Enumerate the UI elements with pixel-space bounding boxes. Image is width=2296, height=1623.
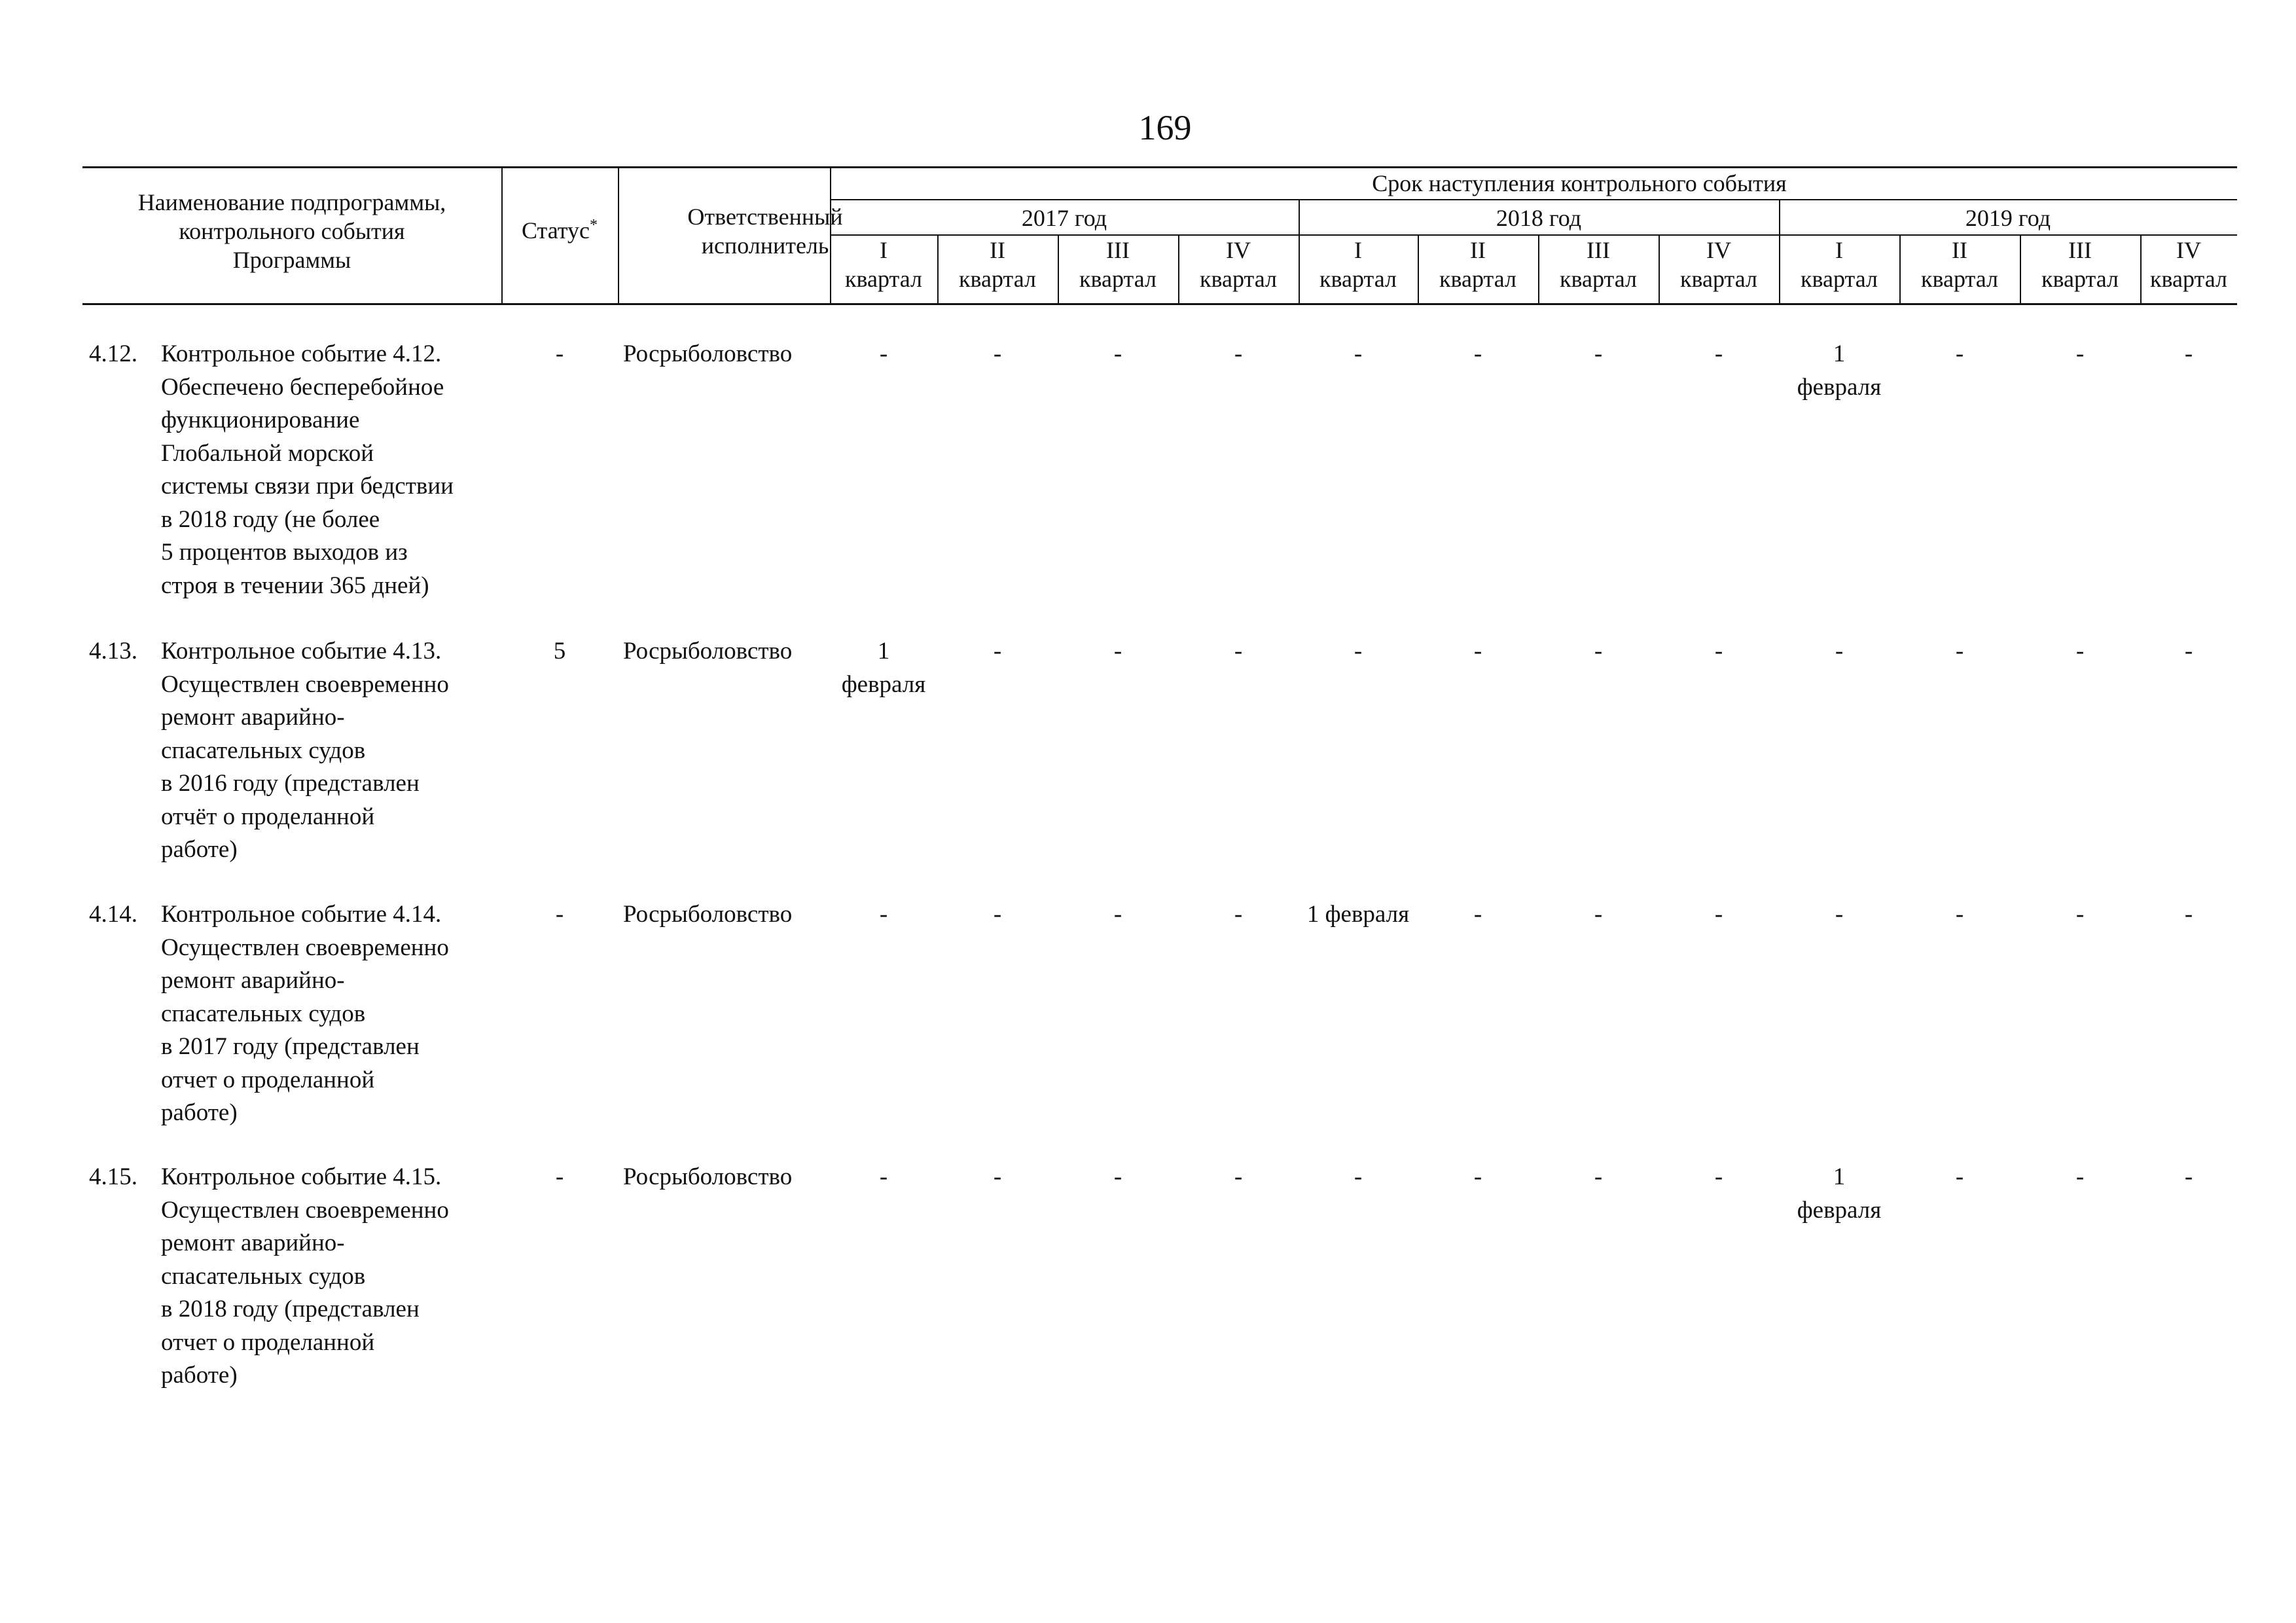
- row-quarter-value: -: [993, 901, 1002, 928]
- row-quarter-value: -: [1714, 1163, 1723, 1190]
- row-quarter-value: -: [1234, 340, 1243, 367]
- row-quarter-value: -: [993, 638, 1002, 665]
- row-quarter-value: -: [993, 1163, 1002, 1190]
- row-quarter-value: -: [1473, 1163, 1482, 1190]
- header-executor: Ответственный исполнитель: [687, 204, 843, 259]
- row-quarter-value: -: [1234, 1163, 1243, 1190]
- row-title: Контрольное событие 4.13. Осуществлен своевременно ремонт аварийно- спасательных судов в 2016 году (представлен отчёт о проделанной работе): [161, 638, 449, 863]
- row-quarter-value: -: [1714, 901, 1723, 928]
- row-quarter-value: -: [1354, 340, 1363, 367]
- row-quarter-value: -: [1955, 340, 1964, 367]
- row-quarter-value: -: [879, 901, 888, 928]
- row-quarter-value: -: [1234, 901, 1243, 928]
- row-executor: Росрыболовство: [623, 901, 793, 928]
- header-quarter: III квартал: [1560, 237, 1637, 292]
- row-quarter-value: -: [1113, 340, 1122, 367]
- row-status: -: [555, 901, 564, 928]
- header-quarter: III квартал: [1079, 237, 1157, 292]
- header-quarter: II квартал: [959, 237, 1036, 292]
- row-quarter-value: -: [1473, 901, 1482, 928]
- row-quarter-value: -: [993, 340, 1002, 367]
- row-quarter-value: -: [1955, 1163, 1964, 1190]
- row-quarter-value: -: [1473, 340, 1482, 367]
- row-quarter-value: -: [2184, 1163, 2193, 1190]
- header-quarter: II квартал: [1439, 237, 1516, 292]
- row-quarter-value: -: [1835, 638, 1844, 665]
- table-header: [82, 166, 2237, 305]
- row-quarter-value: -: [2075, 1163, 2085, 1190]
- row-quarter-value: -: [1594, 638, 1603, 665]
- row-quarter-value: -: [2075, 340, 2085, 367]
- row-status: -: [555, 340, 564, 367]
- row-number: 4.12.: [89, 340, 137, 367]
- row-executor: Росрыболовство: [623, 340, 793, 367]
- row-executor: Росрыболовство: [623, 1163, 793, 1190]
- row-quarter-value: -: [879, 340, 888, 367]
- header-year-2019: 2019 год: [1965, 205, 2051, 231]
- row-number: 4.14.: [89, 901, 137, 928]
- row-quarter-value: 1 февраля: [841, 638, 926, 698]
- row-title: Контрольное событие 4.14. Осуществлен своевременно ремонт аварийно- спасательных судов в 2017 году (представлен отчет о проделанной работе): [161, 901, 449, 1126]
- header-status-label: Статус: [522, 217, 590, 244]
- header-quarter: I квартал: [845, 237, 922, 292]
- page-number: 169: [1138, 108, 1192, 147]
- header-status: [501, 216, 618, 246]
- row-title: Контрольное событие 4.12. Обеспечено бесперебойное функционирование Глобальной морской системы связи при бедствии в 2018 году (не более 5 процентов выходов из строя в течении 365 дней): [161, 340, 454, 599]
- row-status: 5: [553, 638, 566, 665]
- row-quarter-value: -: [879, 1163, 888, 1190]
- row-number: 4.13.: [89, 638, 137, 665]
- row-executor: Росрыболовство: [623, 638, 793, 665]
- header-quarter: III квартал: [2041, 237, 2119, 292]
- row-quarter-value: -: [1354, 1163, 1363, 1190]
- header-quarter: I квартал: [1319, 237, 1397, 292]
- header-status-mark: *: [590, 217, 598, 234]
- row-quarter-value: -: [1594, 340, 1603, 367]
- row-quarter-value: -: [1594, 901, 1603, 928]
- row-quarter-value: -: [1113, 1163, 1122, 1190]
- header-quarter: IV квартал: [2150, 237, 2227, 292]
- header-year-2017: 2017 год: [1021, 205, 1107, 231]
- row-status: -: [555, 1163, 564, 1190]
- header-deadline: Срок наступления контрольного события: [1372, 170, 1787, 196]
- row-quarter-value: -: [1234, 638, 1243, 665]
- row-number: 4.15.: [89, 1163, 137, 1190]
- row-quarter-value: -: [1714, 638, 1723, 665]
- row-quarter-value: 1 февраля: [1797, 340, 1882, 401]
- row-quarter-value: -: [1113, 901, 1122, 928]
- row-quarter-value: -: [2184, 340, 2193, 367]
- row-quarter-value: -: [1714, 340, 1723, 367]
- row-quarter-value: -: [1473, 638, 1482, 665]
- row-quarter-value: -: [1594, 1163, 1603, 1190]
- row-title: Контрольное событие 4.15. Осуществлен своевременно ремонт аварийно- спасательных судов в 2018 году (представлен отчет о проделанной работе): [161, 1163, 449, 1389]
- header-quarter: II квартал: [1921, 237, 1998, 292]
- row-quarter-value: -: [1955, 901, 1964, 928]
- row-quarter-value: -: [2075, 638, 2085, 665]
- row-quarter-value: -: [1113, 638, 1122, 665]
- row-quarter-value: -: [1955, 638, 1964, 665]
- row-quarter-value: -: [2075, 901, 2085, 928]
- row-quarter-value: 1 февраля: [1797, 1163, 1882, 1224]
- header-quarter: I квартал: [1801, 237, 1878, 292]
- row-quarter-value: -: [1354, 638, 1363, 665]
- header-top-rule: [82, 166, 2237, 168]
- header-quarter: IV квартал: [1680, 237, 1757, 292]
- header-year-2018: 2018 год: [1496, 205, 1582, 231]
- quarters-rule: [830, 234, 2237, 236]
- years-rule: [830, 199, 2237, 200]
- row-quarter-value: 1 февраля: [1306, 901, 1410, 928]
- header-name: Наименование подпрограммы, контрольного события Программы: [137, 189, 446, 273]
- row-quarter-value: -: [2184, 638, 2193, 665]
- row-quarter-value: -: [2184, 901, 2193, 928]
- header-quarter: IV квартал: [1200, 237, 1277, 292]
- header-bottom-rule: [82, 303, 2237, 305]
- row-quarter-value: -: [1835, 901, 1844, 928]
